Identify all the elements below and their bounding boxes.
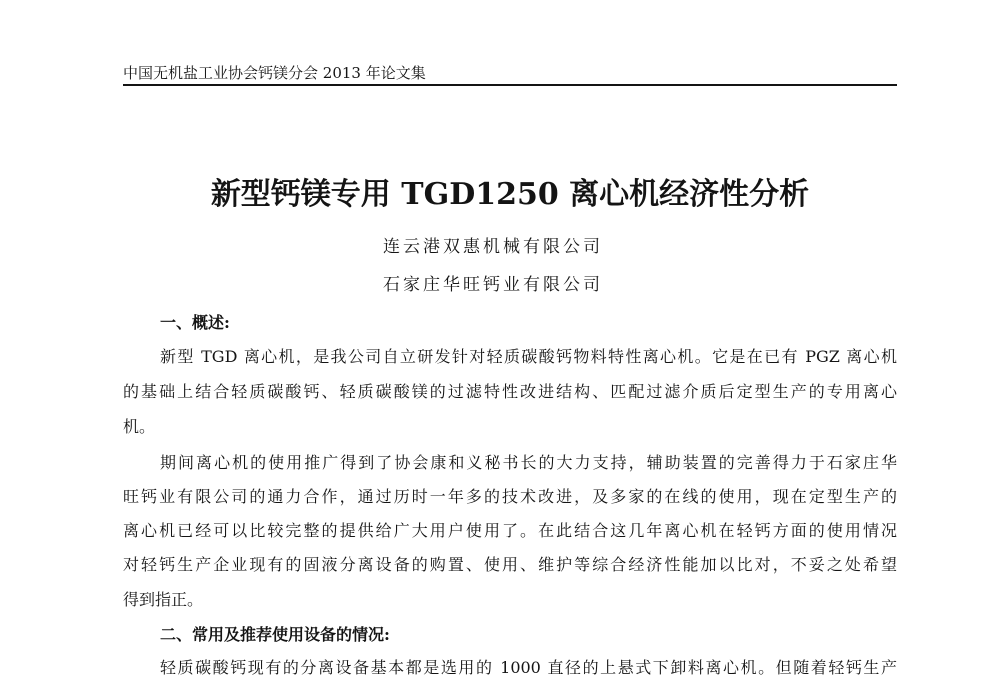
paragraph-line: 的基础上结合轻质碳酸钙、轻质碳酸镁的过滤特性改进结构、匹配过滤介质后定型生产的专用离心 <box>123 382 897 401</box>
affiliation-1: 连云港双惠机械有限公司 <box>383 237 603 257</box>
paragraph-line: 离心机已经可以比较完整的提供给广大用户使用了。在此结合这几年离心机在轻钙方面的使用情况 <box>123 521 897 540</box>
running-title: 中国无机盐工业协会钙镁分会 2013 年论文集 <box>123 64 426 82</box>
affiliation-2: 石家庄华旺钙业有限公司 <box>383 275 603 295</box>
section-heading-equipment: 二、常用及推荐使用设备的情况: <box>160 625 390 644</box>
section-heading-overview: 一、概述: <box>160 313 230 332</box>
paragraph-line: 期间离心机的使用推广得到了协会康和义秘书长的大力支持，辅助装置的完善得力于石家庄华 <box>160 453 897 472</box>
paragraph-line: 轻质碳酸钙现有的分离设备基本都是选用的 1000 直径的上悬式下卸料离心机。但随着轻钙生产 <box>160 658 897 677</box>
paragraph-line: 旺钙业有限公司的通力合作，通过历时一年多的技术改进，及多家的在线的使用，现在定型生产的 <box>123 487 897 506</box>
header-rule <box>123 84 897 86</box>
paragraph-line: 得到指正。 <box>123 590 204 609</box>
paper-title: 新型钙镁专用 TGD1250 离心机经济性分析 <box>210 177 810 212</box>
paragraph-line: 机。 <box>123 417 156 436</box>
paragraph-line: 对轻钙生产企业现有的固液分离设备的购置、使用、维护等综合经济性能加以比对，不妥之处希望 <box>123 555 897 574</box>
paragraph-line: 新型 TGD 离心机，是我公司自立研发针对轻质碳酸钙物料特性离心机。它是在已有 PGZ 离心机 <box>160 347 897 366</box>
